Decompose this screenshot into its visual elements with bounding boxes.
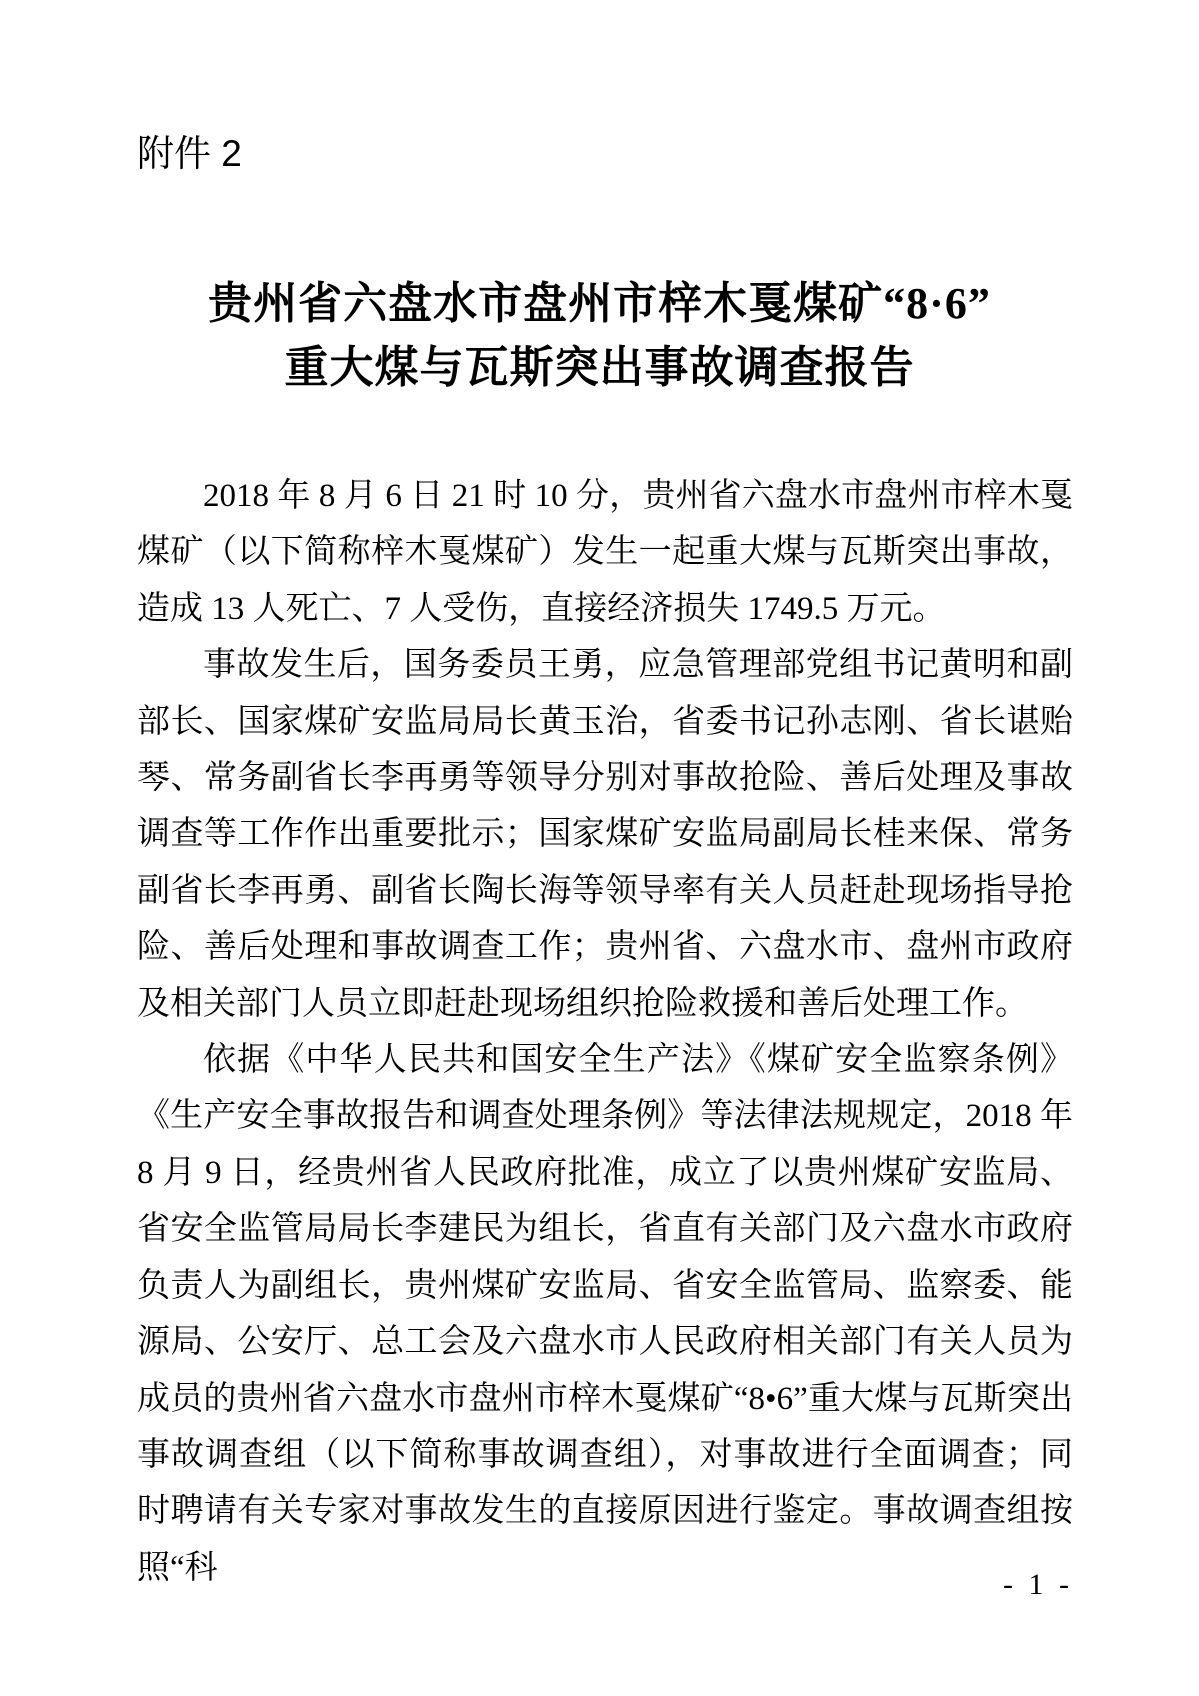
page-number: - 1 -	[1003, 1568, 1073, 1601]
attachment-label: 附件 2	[137, 133, 242, 174]
document-title	[0, 272, 1199, 400]
paragraph-response-actions: 事故发生后，国务委员王勇，应急管理部党组书记黄明和副部长、国家煤矿安监局局长黄玉治，省委书记孙志刚、省长谌贻琴、常务副省长李再勇等领导分别对事故抢险、善后处理及事故调查等工作作出重要批示；国家煤矿安监局副局长桂来保、常务副省长李再勇、副省长陶长海等领导率有关人员赶赴现场指导抢险、善后处理和事故调查工作；贵州省、六盘水市、盘州市政府及相关部门人员立即赶赴现场组织抢险救援和善后处理工作。	[137, 647, 1073, 1022]
paragraph-accident-summary: 2018 年 8 月 6 日 21 时 10 分，贵州省六盘水市盘州市梓木戛煤矿（以下简称梓木戛煤矿）发生一起重大煤与瓦斯突出事故，造成 13 人死亡、7 人受伤，直接经济损失 1749.5 万元。	[137, 478, 1073, 627]
document-title-line1: 贵州省六盘水市盘州市梓木戛煤矿“8·6”	[208, 279, 991, 328]
document-body	[137, 468, 1073, 1596]
document-title-line2: 重大煤与瓦斯突出事故调查报告	[284, 343, 915, 392]
paragraph-investigation-team: 依据《中华人民共和国安全生产法》《煤矿安全监察条例》《生产安全事故报告和调查处理条例》等法律法规规定，2018 年 8 月 9 日，经贵州省人民政府批准，成立了以贵州煤矿安监局、省安全监管局局长李建民为组长，省直有关部门及六盘水市政府负责人为副组长，贵州煤矿安监局、省安全监管局、监察委、能源局、公安厅、总工会及六盘水市人民政府相关部门有关人员为成员的贵州省六盘水市盘州市梓木戛煤矿“8•6”重大煤与瓦斯突出事故调查组（以下简称事故调查组），对事故进行全面调查；同时聘请有关专家对事故发生的直接原因进行鉴定。事故调查组按照“科	[137, 1042, 1073, 1586]
